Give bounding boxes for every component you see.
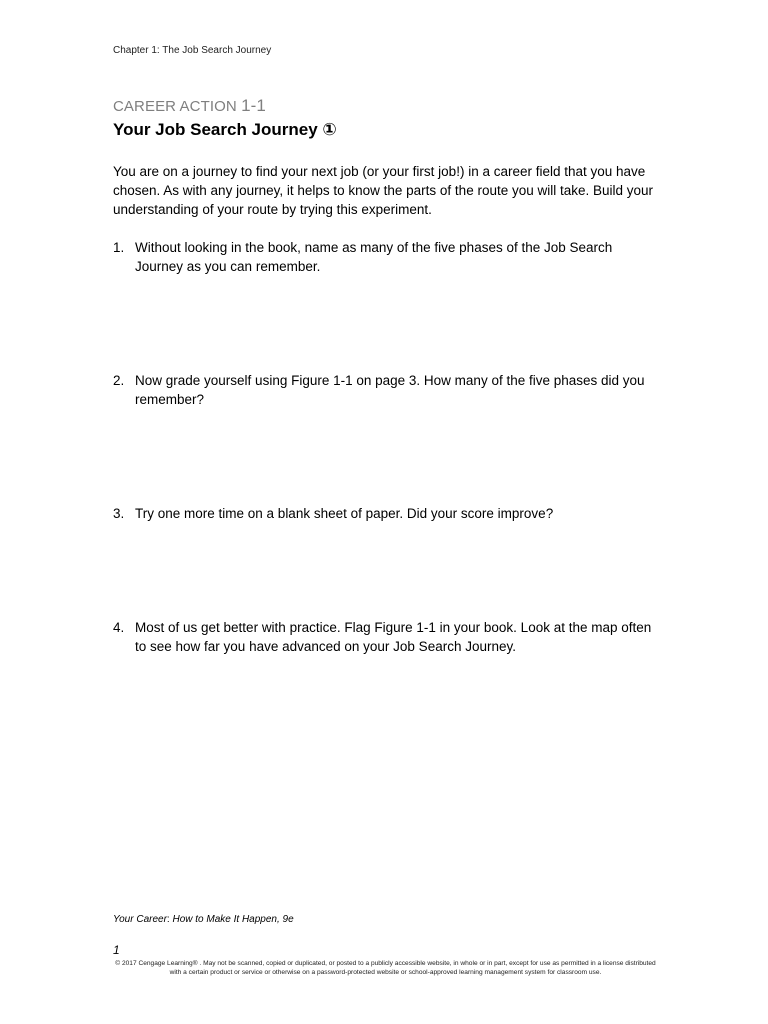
question-text: Most of us get better with practice. Flag Figure 1-1 in your book. Look at the map often to see how far you have advanced on your Job Search Journey.: [135, 620, 652, 654]
question-text: Try one more time on a blank sheet of paper. Did your score improve?: [135, 506, 554, 521]
copyright-notice: © 2017 Cengage Learning® . May not be scanned, copied or duplicated, or posted to a publicly accessible website, in whole or in part, except for use as permitted in a license distributed with a certain product or service or otherwise on a password-protected website or school-approved learning management system for classroom use.: [115, 960, 656, 976]
footer-book-title: [113, 914, 294, 925]
intro-paragraph: You are on a journey to find your next job (or your first job!) in a career field that you have chosen. As with any journey, it helps to know the parts of the route you will take. Build your understanding of your route by trying this experiment.: [113, 164, 654, 217]
question-number: 1.: [113, 240, 125, 255]
career-action-text: CAREER ACTION: [113, 98, 237, 115]
career-action-label: [113, 96, 266, 116]
question-text: Without looking in the book, name as many of the five phases of the Job Search Journey as you can remember.: [135, 240, 613, 274]
book-title-main: Your Career: [113, 914, 167, 925]
question-item: [113, 504, 658, 523]
question-number: 2.: [113, 373, 125, 388]
page-number: 1: [113, 943, 120, 957]
question-item: [113, 371, 658, 409]
question-number: 4.: [113, 620, 125, 635]
page-title: Your Job Search Journey ①: [113, 120, 337, 139]
career-action-number: 1-1: [241, 96, 266, 115]
question-item: [113, 618, 658, 656]
book-title-subtitle: How to Make It Happen, 9e: [172, 914, 294, 925]
question-number: 3.: [113, 506, 125, 521]
book-title-separator: :: [166, 914, 173, 925]
running-header: Chapter 1: The Job Search Journey: [113, 45, 272, 56]
question-text: Now grade yourself using Figure 1-1 on page 3. How many of the five phases did you remember?: [135, 373, 645, 407]
question-item: [113, 238, 658, 276]
